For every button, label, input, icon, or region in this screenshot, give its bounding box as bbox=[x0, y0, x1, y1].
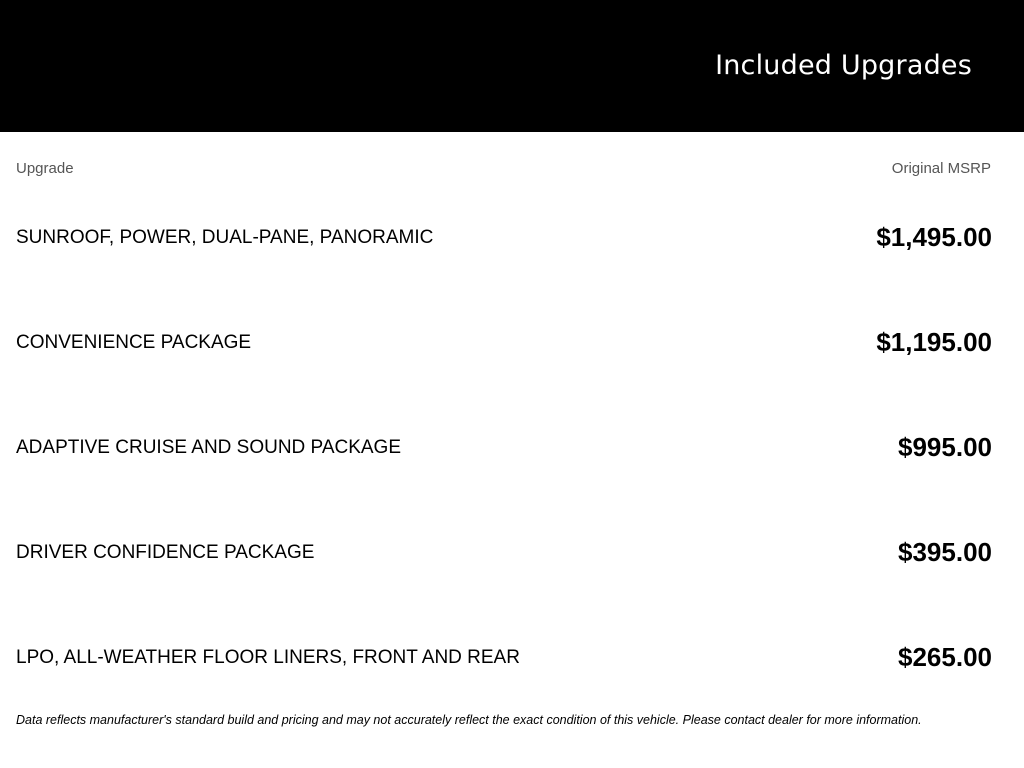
column-headers bbox=[16, 160, 991, 180]
disclaimer-text: Data reflects manufacturer's standard build and pricing and may not accurately reflect the exact condition of this vehicle. Please contact dealer for more information. bbox=[16, 713, 922, 727]
header-bar bbox=[0, 0, 1024, 132]
column-header-upgrade: Upgrade bbox=[16, 160, 74, 177]
upgrade-name: CONVENIENCE PACKAGE bbox=[16, 332, 252, 353]
upgrade-name: LPO, ALL-WEATHER FLOOR LINERS, FRONT AND REAR bbox=[16, 647, 520, 668]
upgrade-row bbox=[16, 395, 992, 500]
upgrade-price: $1,195.00 bbox=[876, 327, 992, 357]
upgrade-row bbox=[16, 500, 992, 605]
upgrade-row bbox=[16, 185, 992, 290]
upgrade-price: $395.00 bbox=[898, 537, 992, 567]
upgrade-name: SUNROOF, POWER, DUAL-PANE, PANORAMIC bbox=[16, 227, 434, 248]
upgrade-name: ADAPTIVE CRUISE AND SOUND PACKAGE bbox=[16, 437, 402, 458]
column-header-msrp: Original MSRP bbox=[891, 160, 991, 177]
upgrade-price: $995.00 bbox=[898, 432, 992, 462]
upgrades-list bbox=[16, 185, 992, 710]
upgrade-name: DRIVER CONFIDENCE PACKAGE bbox=[16, 542, 315, 563]
upgrade-price: $1,495.00 bbox=[876, 222, 992, 252]
page-title: Included Upgrades bbox=[715, 50, 972, 81]
upgrade-price: $265.00 bbox=[898, 642, 992, 672]
upgrade-row bbox=[16, 290, 992, 395]
upgrade-row bbox=[16, 605, 992, 710]
